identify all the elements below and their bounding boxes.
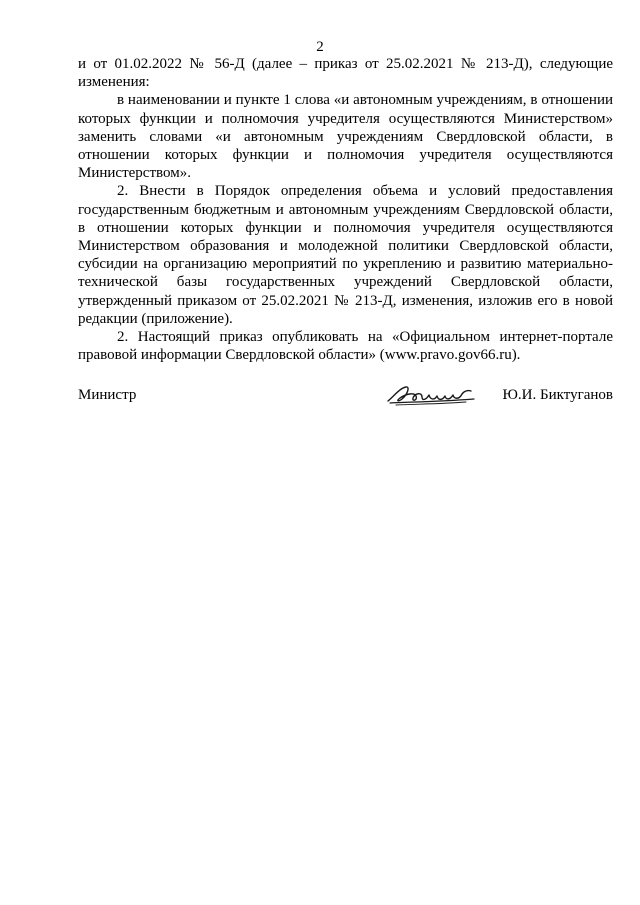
signature-block (78, 384, 613, 408)
page-number: 2 (316, 39, 324, 55)
paragraph-amendment-title: в наименовании и пункте 1 слова «и автономным учреждениям, в отношении которых функции и полномочия учредителя осуществляются Министерством» заменить словами «и автономным учреждениям Свердловской области, в отношении которых функции и полномочия учредителя осуществляются Министерством». (78, 92, 613, 182)
document-body (78, 55, 613, 364)
signatory-position: Министр (78, 387, 137, 403)
paragraph-item-2-publish: 2. Настоящий приказ опубликовать на «Официальном интернет-портале правовой информации Свердловской области» (www.pravo.gov66.ru). (78, 329, 613, 364)
signatory-name: Ю.И. Биктуганов (502, 387, 613, 403)
paragraph-item-2-amend-procedure: 2. Внести в Порядок определения объема и условий предоставления государственным бюджетным и автономным учреждениям Свердловской области, в отношении которых функции и полномочия учредителя осуществляются Министерством образования и молодежной политики Свердловской области, субсидии на организацию мероприятий по укреплению и развитию материально-технической базы государственных учреждений Свердловской области, утвержденный приказом от 25.02.2021 № 213-Д, изменения, изложив его в новой редакции (приложение). (78, 183, 613, 327)
handwritten-signature-icon (386, 382, 478, 408)
paragraph-continuation: и от 01.02.2022 № 56-Д (далее – приказ от 25.02.2021 № 213-Д), следующие изменения: (78, 56, 613, 91)
